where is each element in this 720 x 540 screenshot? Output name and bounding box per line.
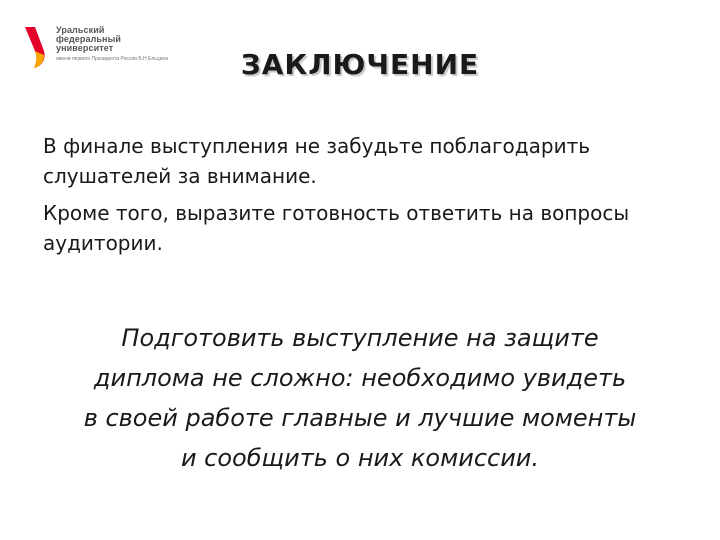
logo-line-2: федеральный [56,34,121,44]
slide-title: ЗАКЛЮЧЕНИЕ [240,48,480,81]
conclusion-line-2: диплома не сложно: необходимо увидеть [93,364,627,392]
logo-subtitle: имени первого Президента России Б.Н.Ельцина [56,56,169,62]
conclusion-line-1: Подготовить выступление на защите [121,324,599,352]
body-paragraph-2: Кроме того, выразите готовность ответить на вопросы аудитории. [43,201,630,255]
conclusion-text [30,318,690,478]
logo-line-3: университет [56,43,114,53]
conclusion-line-3: в своей работе главные и лучшие моменты [83,404,637,432]
body-paragraph-1: В финале выступления не забудьте поблагодарить слушателей за внимание. [43,134,591,188]
conclusion-line-4: и сообщить о них комиссии. [180,444,540,472]
slide-body [43,131,683,265]
logo-line-1: Уральский [56,25,105,35]
